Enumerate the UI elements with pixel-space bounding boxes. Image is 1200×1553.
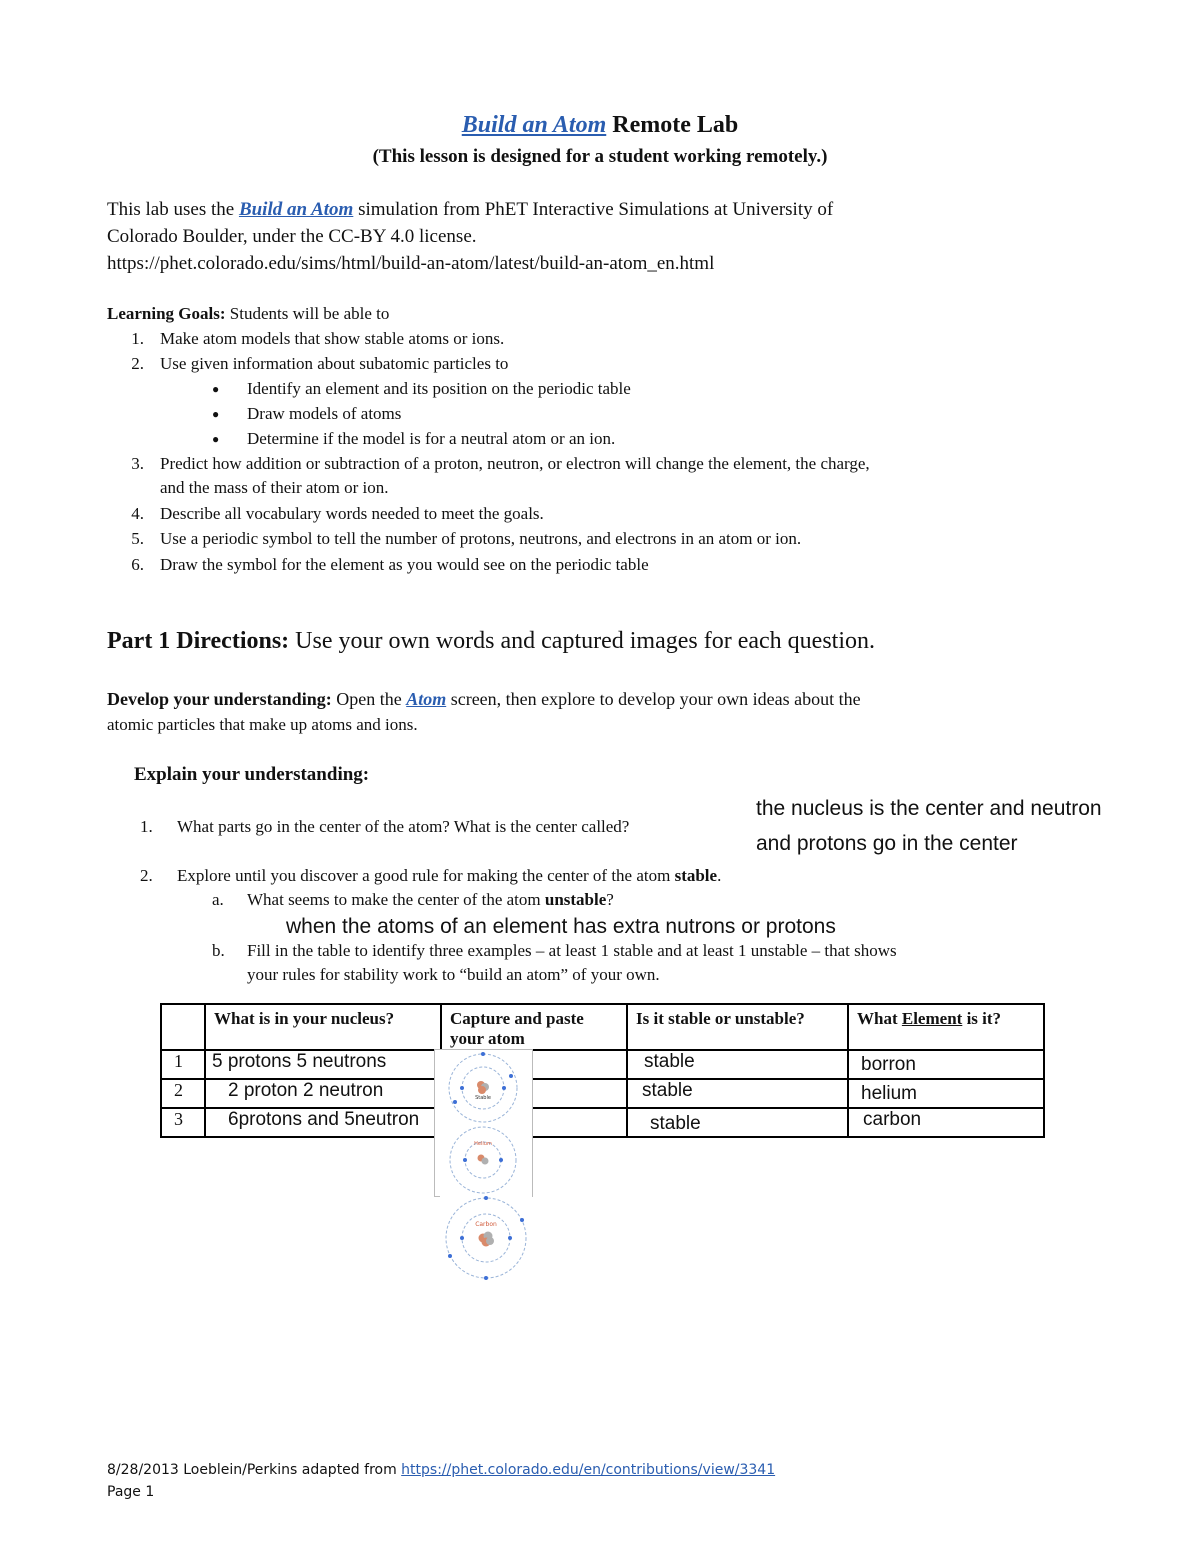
table-row — [161, 1079, 1044, 1108]
bullet-icon: ● — [212, 432, 220, 446]
goal-text: Use given information about subatomic particles to — [160, 354, 509, 373]
develop-line-2: atomic particles that make up atoms and ions. — [107, 715, 418, 734]
table-row — [161, 1050, 1044, 1079]
pasted-atom-images — [434, 1049, 533, 1197]
nucleus-cell[interactable]: 6protons and 5neutron — [205, 1108, 441, 1137]
answer-2a: when the atoms of an element has extra nutrons or protons — [286, 915, 836, 938]
develop-label: Develop your understanding: — [107, 689, 332, 709]
footer-line-1 — [107, 1462, 775, 1478]
nucleus-cell[interactable]: 2 proton 2 neutron — [205, 1079, 441, 1108]
goal-text: Draw the symbol for the element as you would see on the periodic table — [160, 555, 649, 574]
goal-bullet-text: Determine if the model is for a neutral atom or an ion. — [247, 429, 616, 448]
element-cell[interactable]: helium — [848, 1079, 1044, 1108]
atom-label: Carbon — [475, 1221, 497, 1228]
goal-bullet-text: Draw models of atoms — [247, 404, 402, 423]
part1-label: Part 1 Directions: — [107, 628, 290, 654]
develop-text: screen, then explore to develop your own ideas about the — [446, 689, 861, 709]
question-1-number: 1. — [140, 817, 153, 836]
goal-number: 4. — [131, 504, 144, 523]
bullet-icon: ● — [212, 407, 220, 421]
learning-goals-lead: Students will be able to — [225, 304, 390, 323]
learning-goals-label: Learning Goals: — [107, 304, 226, 323]
question-2a-text: What seems to make the center of the atom — [247, 890, 545, 909]
question-2b-line-2: your rules for stability work to “build an atom” of your own. — [247, 965, 660, 984]
stability-table — [160, 1003, 1045, 1138]
table-header-cell — [848, 1004, 1044, 1050]
title-link[interactable]: Build an Atom — [461, 112, 607, 138]
goal-text: Predict how addition or subtraction of a proton, neutron, or electron will change the element, the charge, — [160, 454, 870, 473]
part1-directions — [107, 628, 875, 655]
row-number: 3 — [161, 1108, 205, 1137]
intro-text: simulation from PhET Interactive Simulations at University of — [353, 199, 834, 220]
table-header-cell — [161, 1004, 205, 1050]
header-text: What — [857, 1009, 902, 1028]
table-row — [161, 1108, 1044, 1137]
atom-label: Helium — [474, 1141, 492, 1147]
learning-goals-list — [0, 329, 1200, 589]
atom-screen-link[interactable]: Atom — [406, 689, 447, 709]
table-header-cell: Is it stable or unstable? — [627, 1004, 848, 1050]
develop-text: Open the — [331, 689, 407, 709]
question-2-text: Explore until you discover a good rule for making the center of the atom — [177, 866, 675, 885]
question-2a-bold: unstable — [544, 890, 607, 909]
answer-1-line-2: and protons go in the center — [756, 832, 1018, 855]
goal-text: Make atom models that show stable atoms or ions. — [160, 329, 505, 348]
stability-cell[interactable]: stable — [627, 1079, 848, 1108]
row-number: 2 — [161, 1079, 205, 1108]
goal-text: Use a periodic symbol to tell the number of protons, neutrons, and electrons in an atom or ion. — [160, 529, 802, 548]
document-title — [0, 112, 1200, 139]
nucleus-cell[interactable]: 5 protons 5 neutrons — [205, 1050, 441, 1079]
question-2a-text: ? — [606, 890, 614, 909]
sim-link[interactable]: Build an Atom — [238, 199, 354, 220]
learning-goals-heading — [107, 304, 389, 324]
question-1: What parts go in the center of the atom? What is the center called? — [177, 817, 630, 836]
develop-line-1 — [107, 689, 861, 710]
question-2a-letter: a. — [212, 890, 224, 909]
header-text-underlined: Element — [901, 1009, 963, 1028]
atom-image-stable — [435, 1050, 532, 1196]
stability-cell[interactable]: stable — [627, 1050, 848, 1079]
atom-image-carbon — [440, 1196, 532, 1282]
intro-line-1 — [107, 199, 833, 221]
goal-number: 5. — [131, 529, 144, 548]
row-number: 1 — [161, 1050, 205, 1079]
title-text: Remote Lab — [606, 112, 739, 138]
footer-text: 8/28/2013 Loeblein/Perkins adapted from — [107, 1462, 402, 1478]
question-2b-line-1: Fill in the table to identify three examples – at least 1 stable and at least 1 unstable – that shows — [247, 941, 897, 960]
stability-cell[interactable]: stable — [627, 1108, 848, 1137]
question-2 — [177, 866, 721, 886]
intro-url: https://phet.colorado.edu/sims/html/build-an-atom/latest/build-an-atom_en.html — [107, 253, 715, 274]
pasted-atom-image-3 — [440, 1196, 532, 1282]
element-cell[interactable]: carbon — [848, 1108, 1044, 1137]
goal-number: 2. — [131, 354, 144, 373]
table-header-cell: Capture and paste your atom — [441, 1004, 627, 1050]
atom-label: Stable — [475, 1095, 491, 1101]
footer-link[interactable]: https://phet.colorado.edu/en/contributions/view/3341 — [401, 1462, 776, 1478]
goal-number: 6. — [131, 555, 144, 574]
table-header-cell: What is in your nucleus? — [205, 1004, 441, 1050]
question-2a — [247, 890, 614, 910]
explain-heading: Explain your understanding: — [134, 764, 370, 785]
question-2-bold: stable — [674, 866, 718, 885]
table-header-row — [161, 1004, 1044, 1050]
goal-text: Describe all vocabulary words needed to meet the goals. — [160, 504, 544, 523]
element-cell[interactable]: borron — [848, 1050, 1044, 1079]
question-2-text: . — [717, 866, 722, 885]
intro-text: This lab uses the — [107, 199, 239, 220]
part1-text: Use your own words and captured images for each question. — [289, 628, 876, 654]
bullet-icon: ● — [212, 382, 220, 396]
question-2-number: 2. — [140, 866, 153, 885]
goal-number: 3. — [131, 454, 144, 473]
goal-text: and the mass of their atom or ion. — [160, 478, 389, 497]
goal-number: 1. — [131, 329, 144, 348]
answer-1-line-1: the nucleus is the center and neutron — [756, 797, 1102, 820]
intro-line-2: Colorado Boulder, under the CC-BY 4.0 license. — [107, 226, 477, 247]
header-text: is it? — [962, 1009, 1002, 1028]
page-number: Page 1 — [107, 1484, 155, 1500]
question-2b-letter: b. — [212, 941, 225, 960]
document-subtitle: (This lesson is designed for a student working remotely.) — [372, 146, 828, 167]
goal-bullet-text: Identify an element and its position on the periodic table — [247, 379, 631, 398]
